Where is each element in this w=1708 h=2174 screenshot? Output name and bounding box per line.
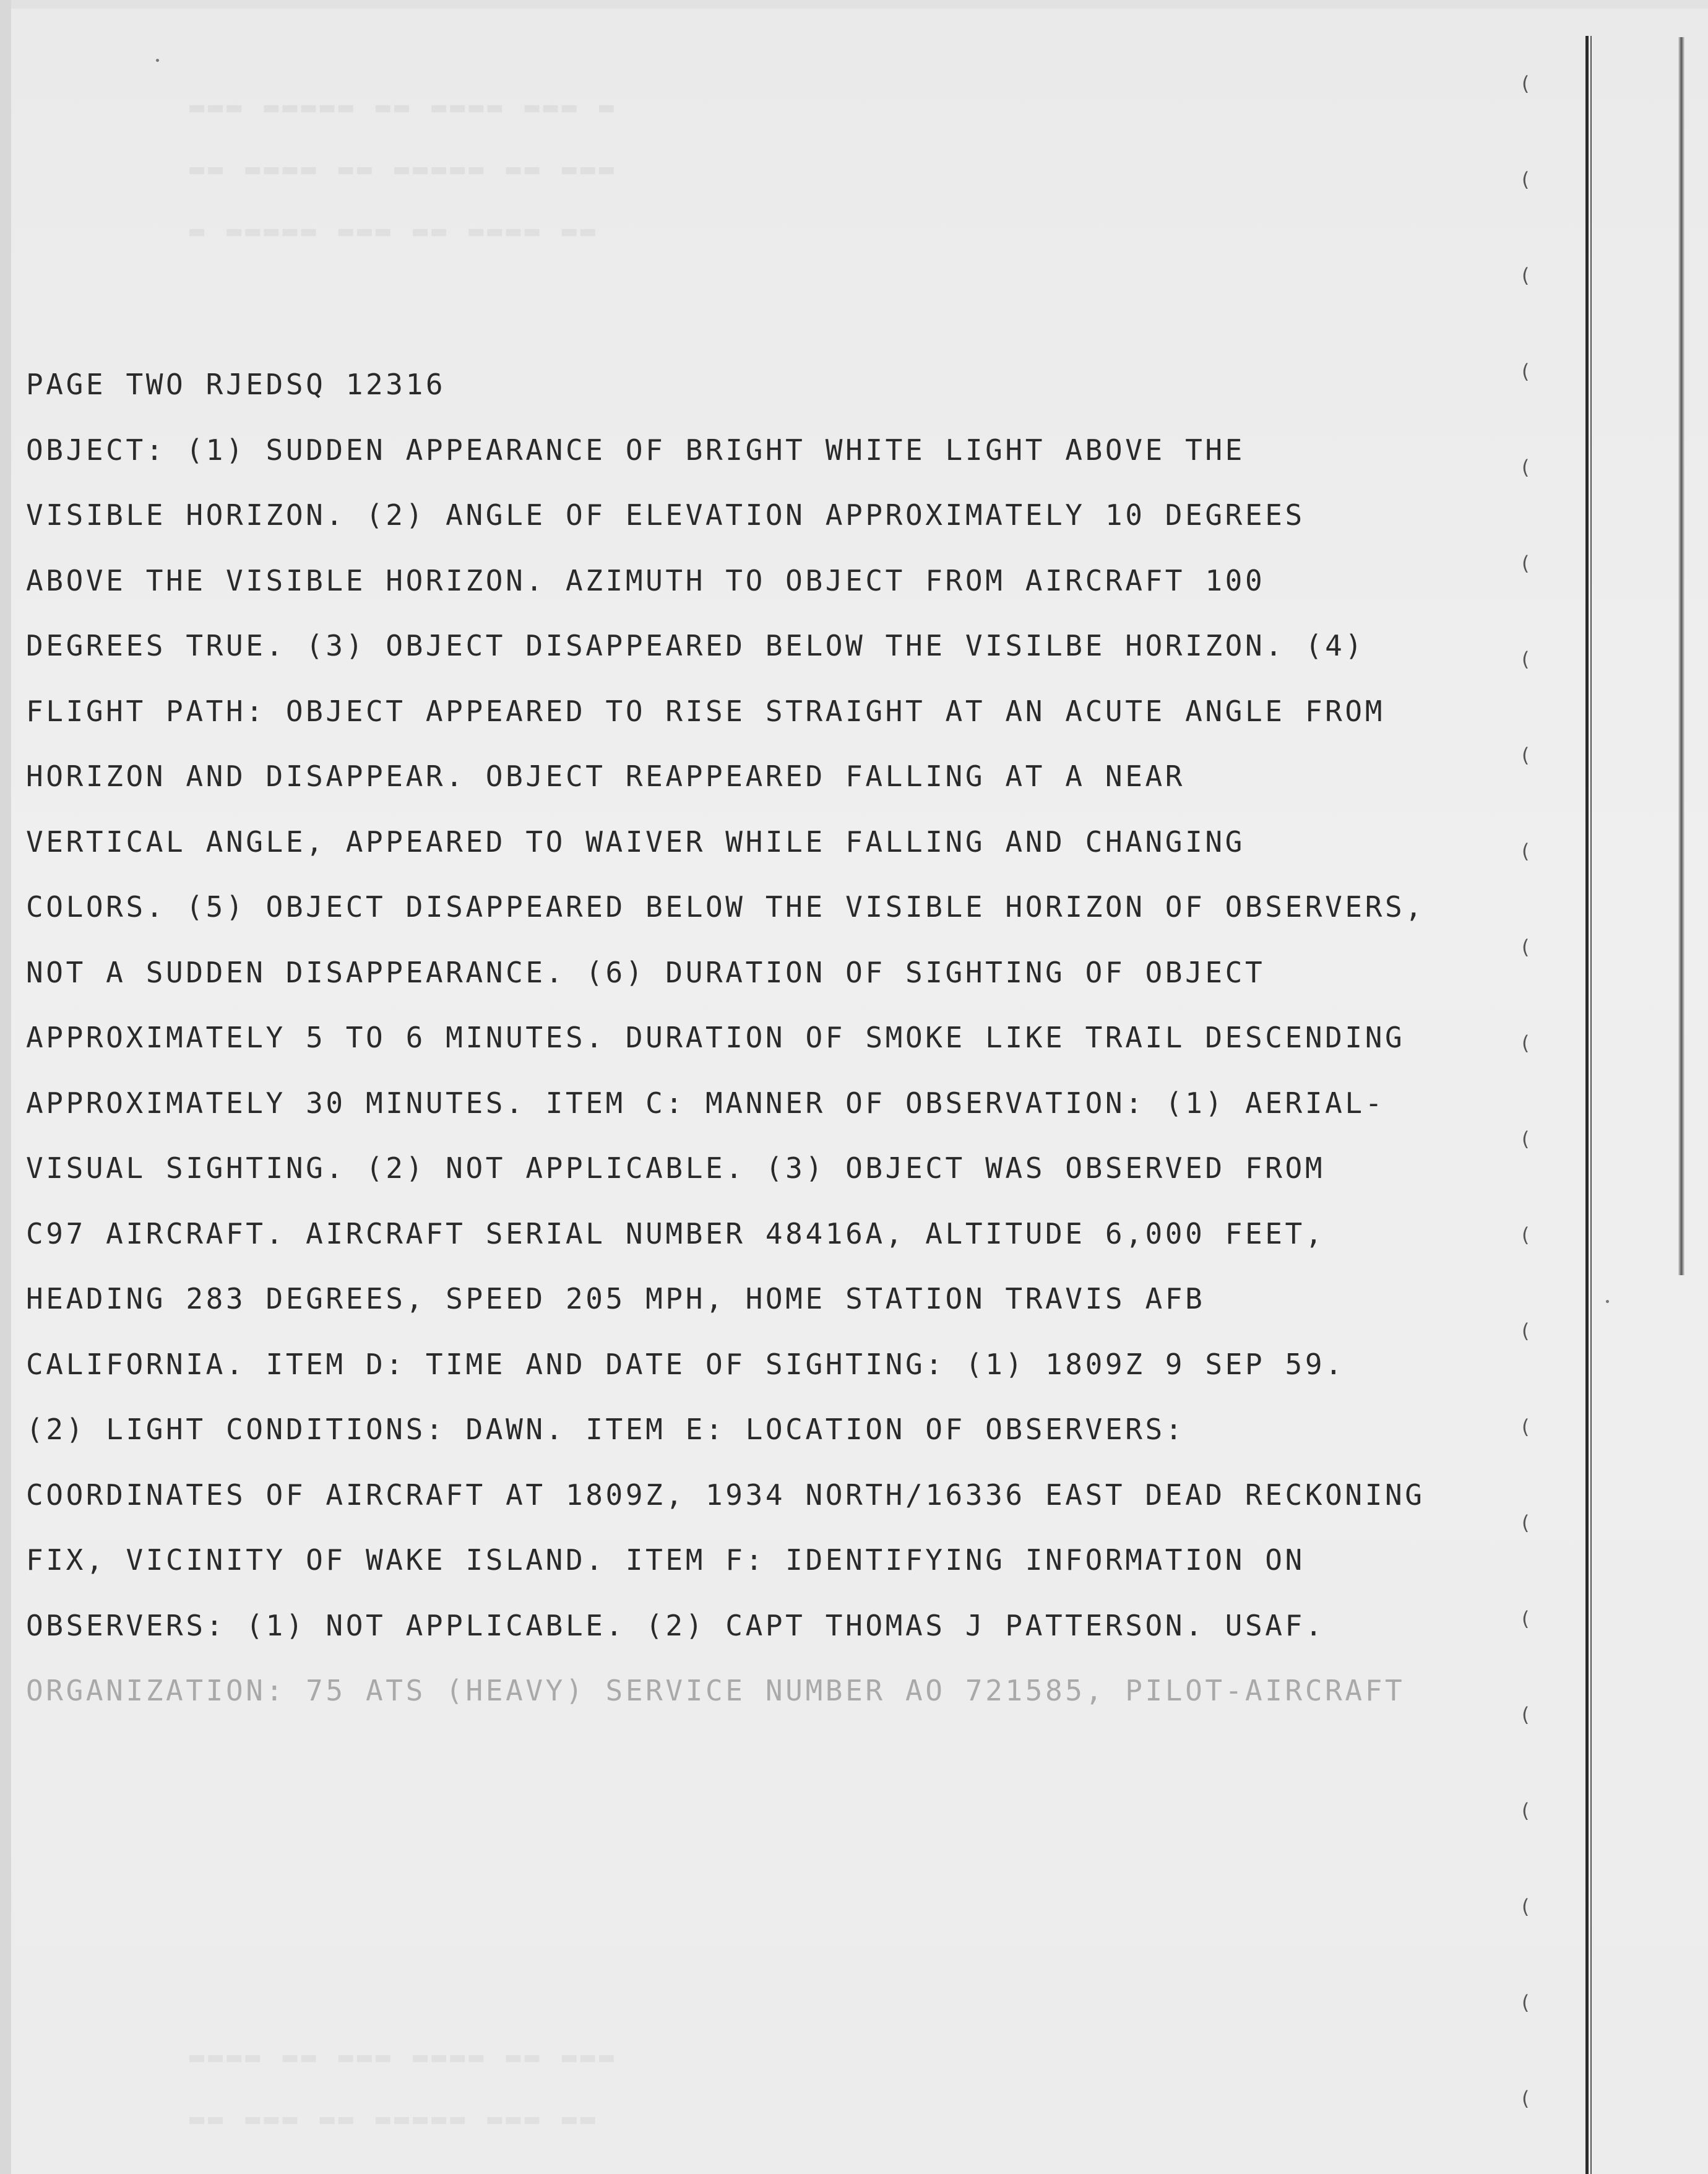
message-text-line: COORDINATES OF AIRCRAFT AT 1809Z, 1934 NORTH/16336 EAST DEAD RECKONING <box>26 1478 1425 1512</box>
page-left-edge <box>0 0 11 2174</box>
feed-hole-mark: ( <box>1519 647 1532 671</box>
message-text-line: FIX, VICINITY OF WAKE ISLAND. ITEM F: IDENTIFYING INFORMATION ON <box>26 1543 1305 1577</box>
message-text-line: OBJECT: (1) SUDDEN APPEARANCE OF BRIGHT WHITE LIGHT ABOVE THE <box>26 433 1245 467</box>
feed-hole-mark: ( <box>1519 1703 1532 1726</box>
message-text-line: VISIBLE HORIZON. (2) ANGLE OF ELEVATION APPROXIMATELY 10 DEGREES <box>26 498 1305 532</box>
dust-speck <box>156 59 159 62</box>
message-text-line: FLIGHT PATH: OBJECT APPEARED TO RISE STRAIGHT AT AN ACUTE ANGLE FROM <box>26 694 1386 728</box>
teletype-message-body <box>26 352 1437 1723</box>
feed-hole-mark: ( <box>1519 1991 1532 2014</box>
feed-hole-mark: ( <box>1519 1223 1532 1247</box>
bleed-through-line: ▬ ▬▬▬ ▬▬▬▬ ▬▬ ▬▬▬▬▬ ▬▬▬ <box>186 93 614 121</box>
feed-hole-mark: ( <box>1519 1799 1532 1822</box>
bleed-through-line: ▬▬▬ ▬▬ ▬▬▬▬ ▬▬▬ ▬▬ ▬▬▬▬ <box>186 2043 614 2071</box>
feed-hole-mark: ( <box>1519 743 1532 767</box>
feed-hole-mark: ( <box>1519 1127 1532 1151</box>
feed-hole-mark: ( <box>1519 935 1532 959</box>
message-text-line: (2) LIGHT CONDITIONS: DAWN. ITEM E: LOCATION OF OBSERVERS: <box>26 1413 1186 1446</box>
message-text-line: C97 AIRCRAFT. AIRCRAFT SERIAL NUMBER 48416A, ALTITUDE 6,000 FEET, <box>26 1216 1326 1250</box>
feed-hole-mark: ( <box>1519 1319 1532 1343</box>
feed-hole-mark: ( <box>1519 1511 1532 1535</box>
feed-hole-mark: ( <box>1519 1607 1532 1630</box>
bleed-through-line: ▬▬ ▬▬▬▬ ▬▬ ▬▬▬ ▬▬▬▬▬ ▬ <box>186 217 595 245</box>
feed-hole-mark: ( <box>1519 839 1532 863</box>
feed-hole-mark: ( <box>1519 360 1532 383</box>
message-text-line: HORIZON AND DISAPPEAR. OBJECT REAPPEARED FALLING AT A NEAR <box>26 760 1186 793</box>
message-text-line: APPROXIMATELY 30 MINUTES. ITEM C: MANNER OF OBSERVATION: (1) AERIAL- <box>26 1086 1386 1120</box>
message-text-line: HEADING 283 DEGREES, SPEED 205 MPH, HOME STATION TRAVIS AFB <box>26 1282 1206 1315</box>
message-text-line: VISUAL SIGHTING. (2) NOT APPLICABLE. (3) OBJECT WAS OBSERVED FROM <box>26 1151 1326 1185</box>
feed-hole-mark: ( <box>1519 72 1532 95</box>
message-text-line: OBSERVERS: (1) NOT APPLICABLE. (2) CAPT THOMAS J PATTERSON. USAF. <box>26 1608 1326 1642</box>
message-text-line-faint: ORGANIZATION: 75 ATS (HEAVY) SERVICE NUMBER AO 721585, PILOT-AIRCRAFT <box>26 1674 1405 1707</box>
feed-hole-mark: ( <box>1519 1415 1532 1439</box>
feed-hole-mark: ( <box>1519 1031 1532 1055</box>
right-margin-rule <box>1585 36 1589 2174</box>
message-text-line: NOT A SUDDEN DISAPPEARANCE. (6) DURATION OF SIGHTING OF OBJECT <box>26 955 1266 989</box>
message-text-line: COLORS. (5) OBJECT DISAPPEARED BELOW THE VISIBLE HORIZON OF OBSERVERS, <box>26 890 1425 924</box>
page-top-edge <box>0 0 1708 9</box>
page-right-shadow <box>1678 37 1684 1275</box>
dust-speck <box>1606 1300 1609 1303</box>
feed-hole-mark: ( <box>1519 1895 1532 1918</box>
bleed-through-line: ▬▬ ▬▬▬ ▬▬▬▬▬ ▬▬ ▬▬▬ ▬▬ <box>186 2105 595 2133</box>
feed-hole-mark: ( <box>1519 168 1532 191</box>
feed-hole-mark: ( <box>1519 552 1532 575</box>
message-text-line: ABOVE THE VISIBLE HORIZON. AZIMUTH TO OBJECT FROM AIRCRAFT 100 <box>26 563 1266 597</box>
feed-hole-mark: ( <box>1519 456 1532 479</box>
right-margin-rule-secondary <box>1590 36 1592 2174</box>
feed-hole-mark: ( <box>1519 264 1532 287</box>
message-text-line: VERTICAL ANGLE, APPEARED TO WAIVER WHILE FALLING AND CHANGING <box>26 825 1245 859</box>
bleed-through-line: ▬▬▬ ▬▬ ▬▬▬▬▬ ▬▬ ▬▬▬▬ ▬▬ <box>186 155 614 183</box>
message-text-line: APPROXIMATELY 5 TO 6 MINUTES. DURATION OF SMOKE LIKE TRAIL DESCENDING <box>26 1021 1405 1054</box>
message-header-line: PAGE TWO RJEDSQ 12316 <box>26 368 446 401</box>
message-text-line: CALIFORNIA. ITEM D: TIME AND DATE OF SIGHTING: (1) 1809Z 9 SEP 59. <box>26 1347 1345 1381</box>
message-text-line: DEGREES TRUE. (3) OBJECT DISAPPEARED BELOW THE VISILBE HORIZON. (4) <box>26 629 1365 662</box>
feed-hole-mark: ( <box>1519 2087 1532 2110</box>
